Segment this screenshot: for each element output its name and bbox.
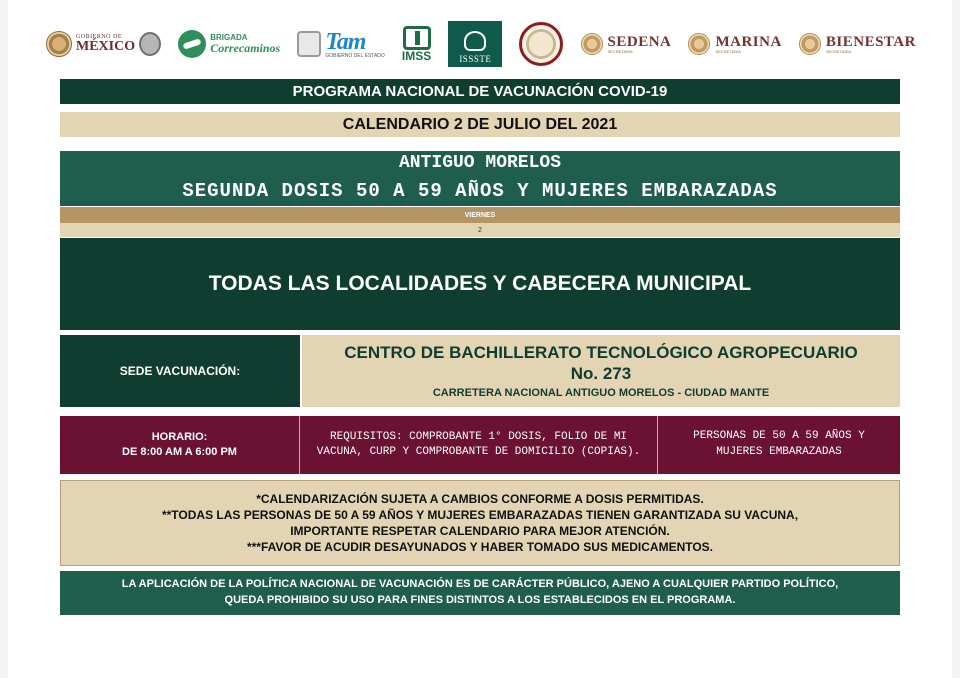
sede-address: CARRETERA NACIONAL ANTIGUO MORELOS - CIUDAD MANTE — [432, 386, 770, 399]
sede-label: SEDE VACUNACIÓN: — [60, 335, 300, 407]
note-line-1: *CALENDARIZACIÓN SUJETA A CAMBIOS CONFORME A DOSIS PERMITIDAS. — [256, 491, 704, 506]
marina-text: MARINA — [715, 33, 782, 50]
imss-logo — [402, 26, 431, 62]
sedena-seal-icon — [581, 33, 603, 55]
gobierno-mexico-logo — [46, 31, 161, 57]
sede-row — [60, 335, 900, 407]
issste-logo — [448, 21, 502, 67]
note-line-3: IMPORTANTE RESPETAR CALENDARIO PARA MEJOR ATENCIÓN. — [290, 524, 670, 538]
day-name: VIERNES — [60, 207, 900, 223]
army-seal-icon — [519, 22, 563, 66]
brigada-big-text: Correcaminos — [210, 40, 281, 55]
brigada-small-text: BRIGADA — [210, 32, 248, 42]
sedena-sub-text: SECRETARÍA — [607, 48, 633, 54]
footer-line-1: LA APLICACIÓN DE LA POLÍTICA NACIONAL DE VACUNACIÓN ES DE CARÁCTER PÚBLICO, AJENO A CUALQUIER PARTIDO POLÍTICO, — [121, 578, 839, 591]
sede-info — [302, 335, 900, 407]
marina-seal-icon — [688, 33, 710, 55]
localities-banner: TODAS LAS LOCALIDADES Y CABECERA MUNICIPAL — [60, 238, 900, 330]
issste-text: ISSSTE — [459, 54, 492, 64]
audience-text: PERSONAS DE 50 A 59 AÑOS Y MUJERES EMBARAZADAS — [693, 430, 865, 458]
state-seal-icon — [139, 32, 161, 56]
calendar-date: CALENDARIO 2 DE JULIO DEL 2021 — [60, 112, 900, 137]
imss-text: IMSS — [401, 49, 432, 63]
note-line-4: ***FAVOR DE ACUDIR DESAYUNADOS Y HABER TOMADO SUS MEDICAMENTOS. — [246, 540, 714, 555]
requirements-text: REQUISITOS: COMPROBANTE 1° DOSIS, FOLIO DE MI VACUNA, CURP Y COMPROBANTE DE DOMICILIO (COPIAS). — [300, 416, 658, 474]
program-title: PROGRAMA NACIONAL DE VACUNACIÓN COVID-19 — [60, 79, 900, 104]
marina-logo — [688, 33, 781, 55]
schedule-label: HORARIO: — [151, 431, 208, 444]
gobierno-big-text: MÉXICO — [76, 39, 136, 54]
schedule-row — [60, 416, 900, 474]
notes-box — [60, 480, 900, 566]
sedena-logo — [581, 33, 672, 55]
legal-footer — [60, 571, 900, 615]
sedena-text: SEDENA — [607, 33, 672, 50]
imss-mark-icon — [403, 26, 431, 50]
tamaulipas-seal-icon — [297, 31, 321, 57]
sede-name-line1: CENTRO DE BACHILLERATO TECNOLÓGICO AGROPECUARIO — [344, 343, 858, 363]
marina-sub-text: SECRETARÍA — [715, 48, 741, 54]
note-line-2: **TODAS LAS PERSONAS DE 50 A 59 AÑOS Y MUJERES EMBARAZADAS TIENEN GARANTIZADA SU VACUNA, — [161, 507, 799, 522]
brigada-logo — [178, 30, 280, 58]
tam-sub-text: GOBIERNO DEL ESTADO — [325, 52, 385, 59]
bienestar-text: BIENESTAR — [825, 33, 916, 50]
bienestar-seal-icon — [799, 33, 821, 55]
tamaulipas-logo — [297, 30, 384, 59]
municipality-name: ANTIGUO MORELOS — [60, 151, 900, 175]
bienestar-sub-text: SECRETARÍA — [825, 48, 852, 54]
footer-line-2: QUEDA PROHIBIDO SU USO PARA FINES DISTINTOS A LOS ESTABLECIDOS EN EL PROGRAMA. — [224, 594, 736, 606]
roadrunner-icon — [178, 30, 206, 58]
national-seal-icon — [46, 31, 72, 57]
schedule-hours: DE 8:00 AM A 6:00 PM — [122, 446, 237, 458]
issste-mark-icon — [464, 31, 486, 51]
day-number: 2 — [60, 223, 900, 237]
gobierno-small-text: GOBIERNO DE — [76, 34, 122, 40]
tam-text: Tam — [325, 28, 366, 55]
logo-strip — [46, 18, 916, 70]
bienestar-logo — [799, 33, 916, 55]
dose-group: SEGUNDA DOSIS 50 A 59 AÑOS Y MUJERES EMBARAZADAS — [60, 175, 900, 206]
schedule-cell — [60, 416, 300, 474]
sede-name-line2: No. 273 — [570, 363, 632, 383]
